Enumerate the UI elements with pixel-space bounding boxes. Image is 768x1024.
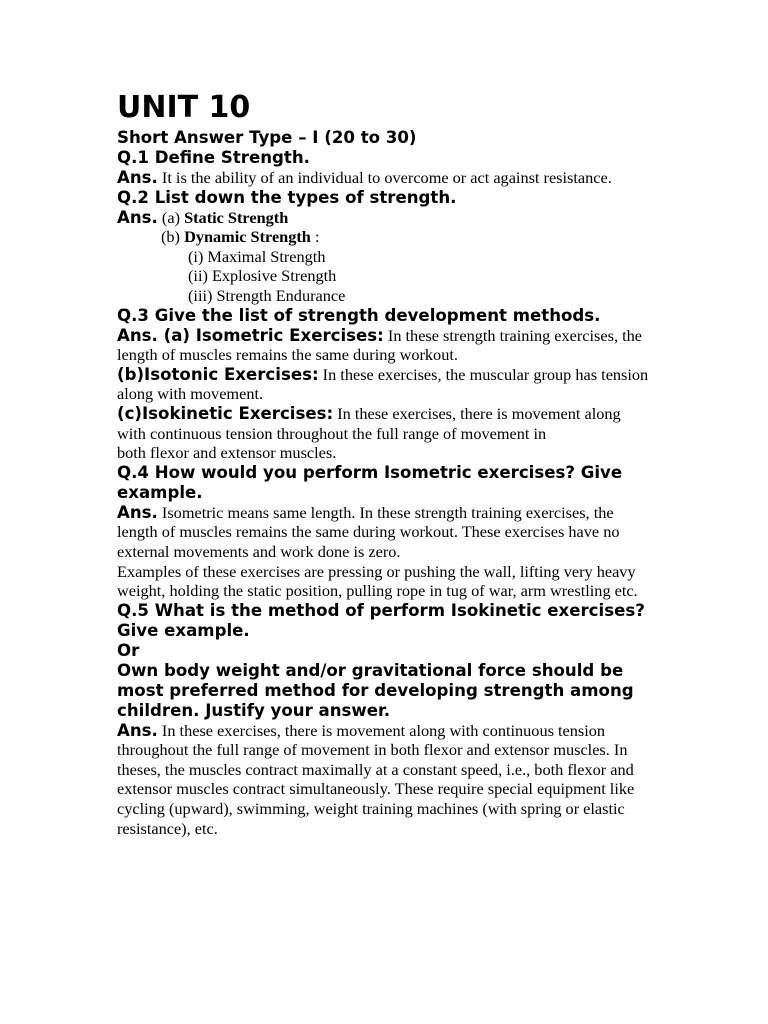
list-item: (iii) Strength Endurance: [188, 285, 346, 305]
list-item: (ii) Explosive Strength: [188, 266, 337, 286]
answer-2-a-text: Static Strength: [184, 207, 289, 227]
question-2: Q.2 List down the types of strength.: [117, 187, 457, 207]
answer-2-b: [117, 227, 657, 247]
answer-3-b-text: In these exercises, the muscular group has tension along with movement.: [117, 364, 649, 404]
answer-label: Ans.: [117, 168, 158, 187]
answer-5: [117, 721, 657, 839]
answer-2-b-text: Dynamic Strength: [184, 227, 311, 247]
answer-label: Ans.: [117, 720, 158, 740]
answer-3-c-text: In these exercises, there is movement along: [337, 403, 621, 423]
answer-2-a: [117, 208, 657, 228]
answer-3-c-line-2: with continuous tension throughout the full range of movement in: [117, 423, 547, 443]
answer-5-text: In these exercises, there is movement along with continuous tension throughout the full range of movement in both flexor and extensor muscles. In theses, the muscles contract maximally at a constant speed, i.e., both flexor and extensor muscles contract simultaneously. These require special equipment like cycling (upward), swimming, weight training machines (with spring or elastic resistance), etc.: [117, 720, 635, 838]
answer-3-b: [117, 365, 657, 404]
section-subtitle: Short Answer Type – I (20 to 30): [117, 128, 417, 147]
or-separator: Or: [117, 640, 140, 660]
question-3: Q.3 Give the list of strength development methods.: [117, 305, 601, 325]
answer-3-c-line-3: both flexor and extensor muscles.: [117, 443, 337, 463]
question-4: Q.4 How would you perform Isometric exercises? Give example.: [117, 462, 623, 502]
answer-2-b-prefix: (b): [161, 227, 180, 247]
answer-label: Ans.: [117, 207, 158, 227]
answer-4: [117, 503, 657, 562]
answer-3-a: [117, 326, 657, 365]
unit-title: UNIT 10: [117, 90, 251, 125]
answer-4-text: Isometric means same length. In these strength training exercises, the length of muscles remains the same during workout. These exercises have no external movements and work done is zero.: [117, 502, 620, 561]
question-1: Q.1 Define Strength.: [117, 148, 310, 167]
list-item: (i) Maximal Strength: [188, 246, 326, 266]
answer-2-b-suffix: :: [314, 227, 320, 247]
answer-3-a-label: Ans. (a) Isometric Exercises:: [117, 325, 384, 345]
answer-1-text: It is the ability of an individual to overcome or act against resistance.: [161, 168, 612, 187]
answer-3-a-text: In these strength training exercises, the length of muscles remains the same during workout.: [117, 325, 642, 365]
question-5: Q.5 What is the method of perform Isokinetic exercises? Give example.: [117, 600, 645, 640]
answer-3-c-label: (c)Isokinetic Exercises:: [117, 403, 334, 423]
answer-3-b-label: (b)Isotonic Exercises:: [117, 364, 319, 384]
answer-4-examples: Examples of these exercises are pressing or pushing the wall, lifting very heavy weight, holding the static position, pulling rope in tug of war, arm wrestling etc.: [117, 561, 638, 601]
answer-label: Ans.: [117, 502, 158, 522]
answer-1: [117, 168, 657, 188]
question-5-alternative: Own body weight and/or gravitational force should be most preferred method for developing strength among children. Justify your answer.: [117, 660, 634, 720]
answer-3-c: [117, 404, 657, 424]
document-body: [117, 128, 657, 838]
answer-2-a-prefix: (a): [161, 207, 180, 227]
